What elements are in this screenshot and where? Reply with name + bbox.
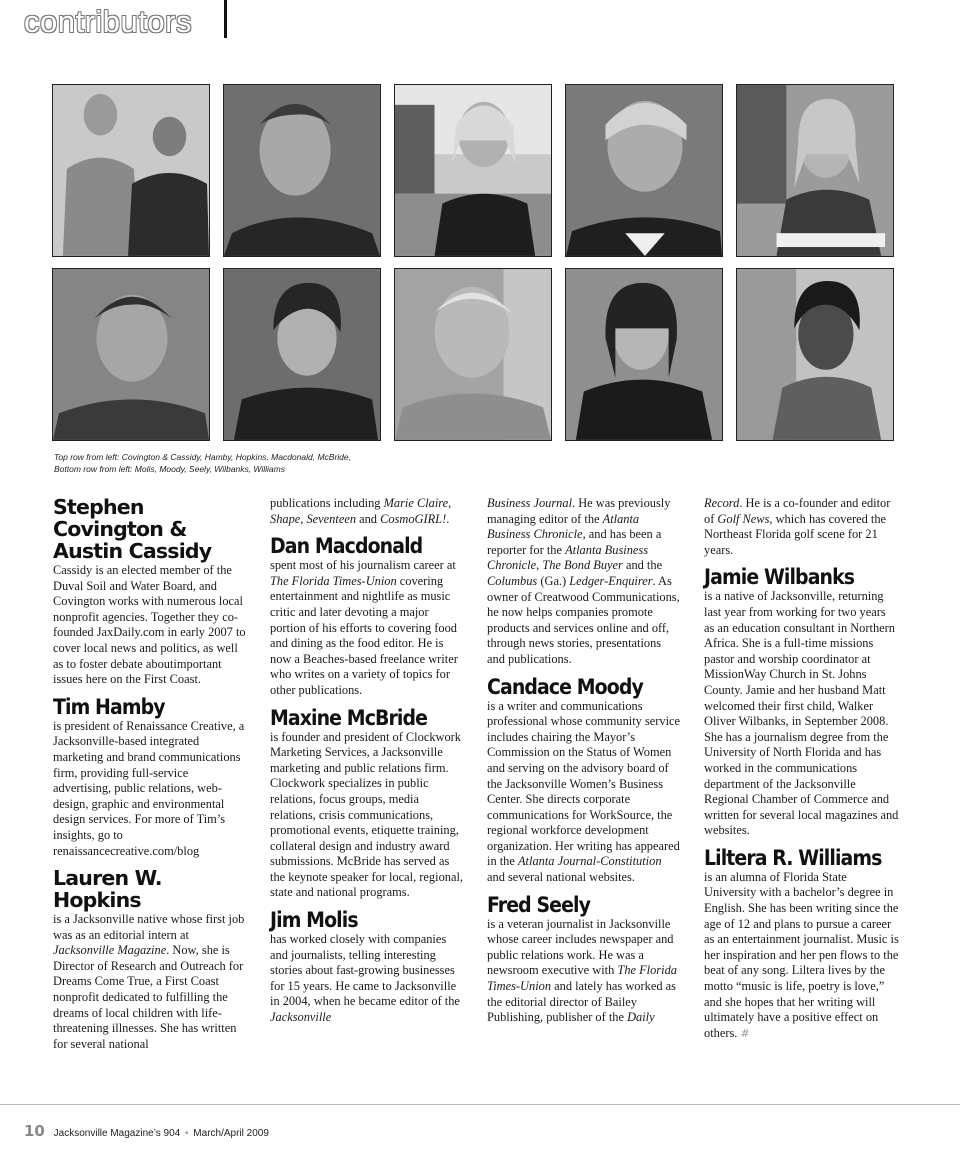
contributor-name: Dan Macdonald [270,534,423,559]
contributor-bio: is a veteran journalist in Jacksonville whose career includes newspaper and public relations work. He was a newsroom executive with The Florida Times-Union and lately has worked as the editorial director of Bailey Publishing, publisher of the Daily [487,916,677,1025]
separator-dot: • [185,1128,189,1139]
contributor-name: Fred Seely [487,892,591,917]
caption-top-row: Top row from left: Covington & Cassidy, Hamby, Hopkins, Macdonald, McBride, [54,452,351,462]
issue-date: March/April 2009 [193,1128,269,1139]
section-title: contributors [24,4,192,39]
contributor-name: Maxine McBride [270,705,428,730]
contributor-bio: is a writer and communications professional whose community service includes chairing the Mayor’s Commission on the Status of Women and serving on the advisory board of the Jacksonville Women’s Business Center. She directs corporate communications for WorkSource, the regional workforce development organization. Her writing has appeared in the Atlanta Journal-Constitution and several national websites. [487,698,681,885]
text-column-3 [487,496,682,1026]
contributor-name: Lauren W. Hopkins [53,866,162,913]
photo-hopkins [394,84,552,257]
photo-hamby [223,84,381,257]
page-number: 10 [24,1122,45,1140]
contributor-bio: is president of Renaissance Creative, a Jacksonville-based integrated marketing and brand communications firm, providing full-service advertising, public relations, web-design, graphic and environmental design services. For more of Tim’s insights, go to renaissancecreative.com/blog [53,718,245,858]
header-rule [224,0,227,38]
contributor-name: Stephen Covington & Austin Cassidy [53,495,212,563]
contributor-bio-continued: Business Journal. He was previously managing editor of the Atlanta Business Chronicle, and has been a reporter for the Atlanta Business Chronicle, The Bond Buyer and the Columbus (Ga.) Ledger-Enquirer. As owner of Creatwood Communications, he now helps companies promote products and services online and off, through news stories, presentations and publications. [487,496,680,666]
magazine-name: Jacksonville Magazine’s 904 [53,1128,181,1139]
text-column-1 [53,496,248,1052]
contributor-bio-continued: publications including Marie Claire, Shape, Seventeen and CosmoGIRL!. [270,496,452,526]
contributor-bio: is an alumna of Florida State University with a bachelor’s degree in English. She has been writing since the age of 12 and plans to pursue a career as an entertainment journalist. Music is her inspiration and her pen flows to the beat of any song. Liltera lives by the motto “music is life, poetry is love,” and she hopes that her writing will ultimately have a positive effect on others. # [704,869,899,1040]
photo-macdonald [565,84,723,257]
photo-caption [54,451,474,475]
contributor-name: Liltera R. Williams [704,845,882,870]
end-mark-icon: # [740,1026,750,1040]
caption-bottom-row: Bottom row from left: Molis, Moody, Seely, Wilbanks, Williams [54,464,285,474]
page-footer [24,1122,269,1140]
contributor-bio-continued: Record. He is a co-founder and editor of Golf News, which has covered the Northeast Florida golf scene for 21 years. [704,496,891,557]
contributor-name: Jim Molis [270,908,358,933]
photo-covington-cassidy [52,84,210,257]
text-column-2 [270,496,465,1026]
photo-molis [52,268,210,441]
contributor-name: Candace Moody [487,674,643,699]
photo-mcbride [736,84,894,257]
contributor-bio: has worked closely with companies and journalists, telling interesting stories about fast-growing businesses for 15 years. He came to Jacksonville in 2004, when he became editor of the Jacksonville [270,932,460,1025]
photo-seely [394,268,552,441]
photo-wilbanks [565,268,723,441]
photo-williams [736,268,894,441]
contributor-bio: Cassidy is an elected member of the Duval Soil and Water Board, and Covington works with numerous local nonprofit agencies. Together they co-founded JaxDaily.com in early 2007 to cover local news and politics, as well as to foster debate aboutimportant issues here on the First Coast. [53,563,246,687]
contributor-name: Jamie Wilbanks [704,565,855,590]
footer-rule [0,1104,960,1105]
text-column-4 [704,496,899,1041]
contributor-name: Tim Hamby [53,694,165,719]
contributor-bio: is founder and president of Clockwork Marketing Services, a Jacksonville marketing and public relations firm. Clockwork specializes in public relations, focus groups, media relations, crisis communications, promotional events, etiquette training, collateral design and industry award submissions. McBride has served as the keynote speaker for local, regional, state and national programs. [270,729,464,900]
contributor-bio: is a Jacksonville native whose first job was as an editorial intern at Jacksonville Magazine. Now, she is Director of Research and Outreach for Dreams Come True, a First Coast nonprofit dedicated to fulfilling the dreams of local children with life-threatening illnesses. She has written for several national [53,912,245,1051]
contributor-bio: is a native of Jacksonville, returning last year from working for two years as an education consultant in Northern Africa. She is a full-time missions pastor and worship coordinator at MissionWay Church in St. Johns County. Jamie and her husband Matt welcomed their first child, Walker Oliver Wilbanks, in September 2008. She has a journalism degree from the University of North Florida and has worked in the communications department of the Jacksonville Regional Chamber of Commerce and written for several local magazines and websites. [704,589,899,838]
contributor-bio: spent most of his journalism career at The Florida Times-Union covering entertainment and nightlife as music critic and later devoting a major portion of his efforts to covering food and dining as the food editor. He is now a Beaches-based freelance writer who writes on a variety of topics for other publications. [270,558,458,697]
photo-moody [223,268,381,441]
